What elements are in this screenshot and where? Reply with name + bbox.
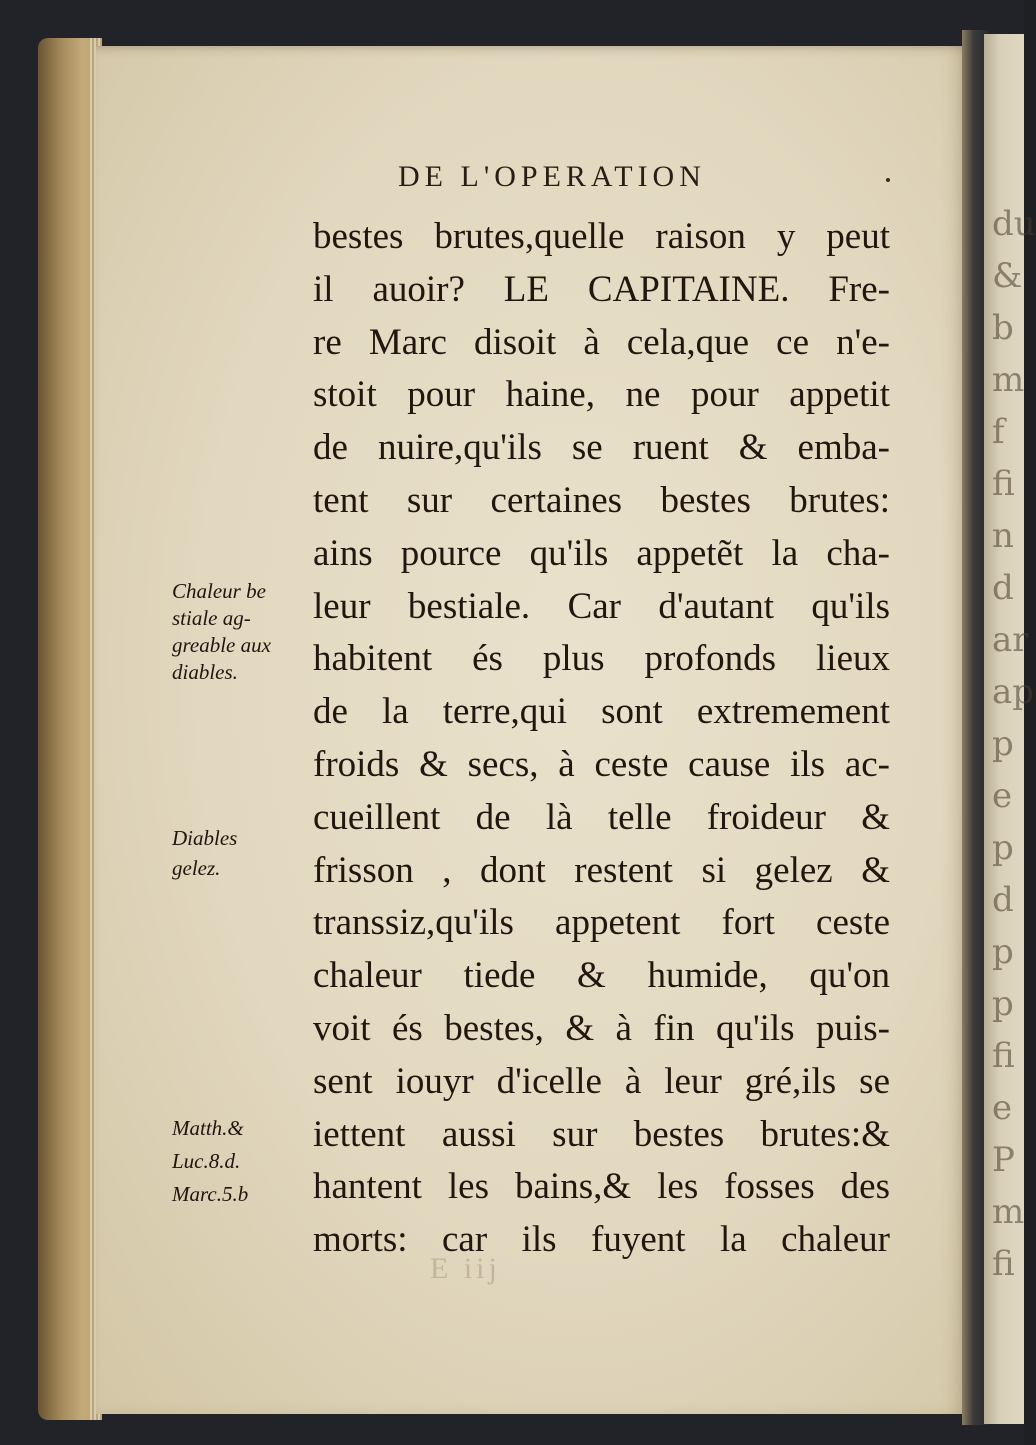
text-line: il auoir? LE CAPITAINE. Fre- — [313, 268, 890, 310]
text-line: stoit pour haine, ne pour appetit — [313, 374, 890, 416]
facing-page-fragment: p — [992, 828, 1014, 868]
margin-note-line: Matth.& — [172, 1116, 244, 1140]
text-line: iettent aussi sur bestes brutes:& — [313, 1113, 890, 1155]
margin-note-line: gelez. — [172, 856, 221, 880]
text-line: chaleur tiede & humide, qu'on — [313, 955, 890, 997]
facing-page-fragment: m — [992, 360, 1025, 400]
margin-note-line: Chaleur be — [172, 579, 266, 603]
printer-mark — [886, 178, 890, 182]
facing-page-fragment: p — [992, 724, 1014, 764]
text-line: de la terre,qui sont extremement — [313, 691, 890, 733]
margin-note-line: diables. — [172, 660, 238, 684]
text-line: bestes brutes,quelle raison y peut — [313, 216, 890, 257]
text-line: habitent és plus profonds lieux — [313, 638, 890, 680]
text-line: ains pource qu'ils appetẽt la cha- — [313, 532, 890, 574]
book-spine-edge — [38, 38, 102, 1420]
show-through-signature: E iij — [430, 1252, 501, 1285]
facing-page-fragment: fi — [992, 464, 1015, 504]
facing-page-fragment: P — [992, 1140, 1015, 1180]
facing-page-fragment: e — [992, 776, 1013, 816]
facing-page-fragment: n — [992, 516, 1014, 556]
text-line: de nuire,qu'ils se ruent & emba- — [313, 427, 890, 469]
facing-page-fragment: & — [992, 256, 1023, 296]
margin-note-line: greable aux — [172, 633, 271, 657]
facing-page-fragment: fi — [992, 1244, 1015, 1284]
running-head: DE L'OPERATION — [398, 160, 706, 193]
text-line: morts: car ils fuyent la chaleur — [313, 1219, 890, 1261]
facing-page-fragment: d — [992, 880, 1014, 920]
margin-note-line: Diables — [172, 826, 238, 850]
text-line: hantent les bains,& les fosses des — [313, 1166, 890, 1208]
facing-page-fragment: ap — [992, 672, 1035, 712]
text-line: frisson , dont restent si gelez & — [313, 849, 890, 891]
facing-page-fragment: m — [992, 1192, 1025, 1232]
facing-page-fragment: du — [992, 204, 1036, 244]
facing-page-fragment: ar — [992, 620, 1029, 660]
text-line: tent sur certaines bestes brutes: — [313, 480, 890, 521]
facing-page-fragment: p — [992, 984, 1014, 1024]
facing-page-fragment: fi — [992, 1036, 1015, 1076]
text-line: sent iouyr d'icelle à leur gré,ils se — [313, 1060, 890, 1102]
facing-page-edge — [984, 34, 1036, 1424]
text-line: transsiz,qu'ils appetent fort ceste — [313, 902, 890, 944]
facing-page-fragment: e — [992, 1088, 1013, 1128]
text-line: re Marc disoit à cela,que ce n'e- — [313, 321, 890, 363]
text-line: voit és bestes, & à fin qu'ils puis- — [313, 1008, 890, 1049]
text-line: froids & secs, à ceste cause ils ac- — [313, 744, 890, 785]
margin-note-line: Luc.8.d. — [172, 1149, 241, 1173]
facing-page-fragment: p — [992, 932, 1014, 972]
text-line: cueillent de là telle froideur & — [313, 796, 890, 838]
facing-page-fragment: b — [992, 308, 1014, 348]
facing-page-fragment: f — [992, 412, 1005, 452]
text-line: leur bestiale. Car d'autant qu'ils — [313, 585, 890, 627]
margin-note-line: stiale ag- — [172, 606, 251, 630]
facing-page-fragment: d — [992, 568, 1014, 608]
margin-note-line: Marc.5.b — [172, 1182, 249, 1206]
